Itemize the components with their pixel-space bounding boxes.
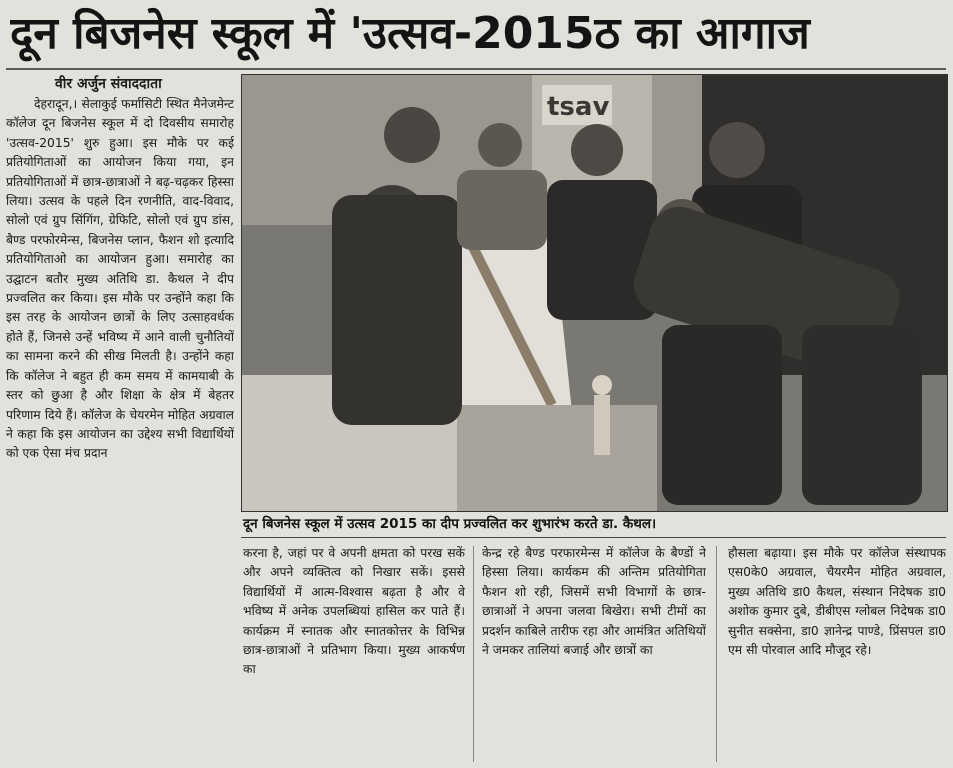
news-photo [241, 74, 948, 512]
article-column-3: केन्द्र रहे बैण्ड परफारमेन्स में कॉलेज के बैण्डों ने हिस्सा लिया। कार्यकम की अन्तिम प्रतियोगिता फैशन शो रही, जिसमें सभी विभागों के छात्र-छात्राओं ने अपना जलवा बिखेरा। सभी टीमों का प्रदर्शन काबिले तारीफ रहा और आमंत्रित अतिथियों ने जमकर तालियां बजाई और छात्रों का [482, 546, 706, 658]
photo-caption: दून बिजनेस स्कूल में उत्सव 2015 का दीप प्रज्वलित कर शुभारंभ करते डा. कैथल। [243, 516, 657, 532]
article-column-1: देहरादून,। सेलाकुई फर्मासिटी स्थित मैनेजमेन्ट कॉलेज दून बिजनेस स्कूल में दो दिवसीय समारोह 'उत्सव-2015' शुरु हुआ। इस मौके पर कई प्रतियोगिताओं का आयोजन किया गया, इन प्रतियोगिताओं में छात्र-छात्राओं ने बढ़-चढ़कर हिस्सा लिया। उत्सव के पहले दिन रणनीति, वाद-विवाद, सोलो एवं ग्रुप सिंगिंग, ग्रेफिटि, सोलो एवं ग्रुप डांस, बैण्ड परफोरमेन्स, बिजनेस प्लान, फैशन शो इत्यादि प्रतियोगिताओ का आयोजन हुआ। समारोह का उद्घाटन बतौर मुख्य अतिथि डा. कैथल ने दीप प्रज्वलित कर किया। इस मौके पर उन्होंने कहा कि इस तरह के आयोजन छात्रों के लिए उत्साहवर्धक होते हैं, जिनसे उन्हें भविष्य में आने वाली चुनौतियों का सामना करने की सीख मिलती है। उन्होंने कहा कि कॉलेज ने बहुत ही कम समय में कामयाबी के स्तर को छुआ है और शिक्षा के क्षेत्र में बेहतर परिणाम दिये हैं। कॉलेज के चेयरमेन मोहित अग्रवाल ने कहा कि इस आयोजन का उद्देश्य सभी विद्यार्थियों को एक ऐसा मंच प्रदान [6, 97, 234, 461]
headline: दून बिजनेस स्कूल में 'उत्सव-2015ठ का आगाज [10, 8, 810, 59]
article-column-4: हौसला बढ़ाया। इस मौके पर कॉलेज संस्थापक एस0के0 अग्रवाल, चैयरमैन मोहित अग्रवाल, मुख्य अतिथि डा0 कैथल, संस्थान निदेषक डा0 अशोक कुमार दुबे, डीबीएस ग्लोबल निदेषक डा0 सुनीत सक्सेना, डा0 ज्ञानेन्द्र पाण्डे, प्रिंसपल डा0 एम सी पोरवाल आदि मौजूद रहे। [728, 546, 946, 658]
headline-rule [6, 68, 946, 70]
column-divider [473, 546, 474, 762]
column-divider [716, 546, 717, 762]
byline: वीर अर्जुन संवाददाता [55, 76, 162, 92]
caption-rule [241, 537, 946, 538]
photo-banner-text: tsav [547, 92, 610, 122]
article-column-2: करना है, जहां पर वे अपनी क्षमता को परख सकें और अपने व्यक्तित्व को निखार सकें। इससे विद्यार्थियों में आत्म-विश्वास बढ़ता है और वे भविष्य में अनेक उपलब्धियां हासिल कर पाते हैं। कार्यक्रम में स्नातक और स्नातकोत्तर के विभिन्न छात्र-छात्राओं ने प्रतिभाग किया। मुख्य आकर्षण का [243, 546, 465, 677]
